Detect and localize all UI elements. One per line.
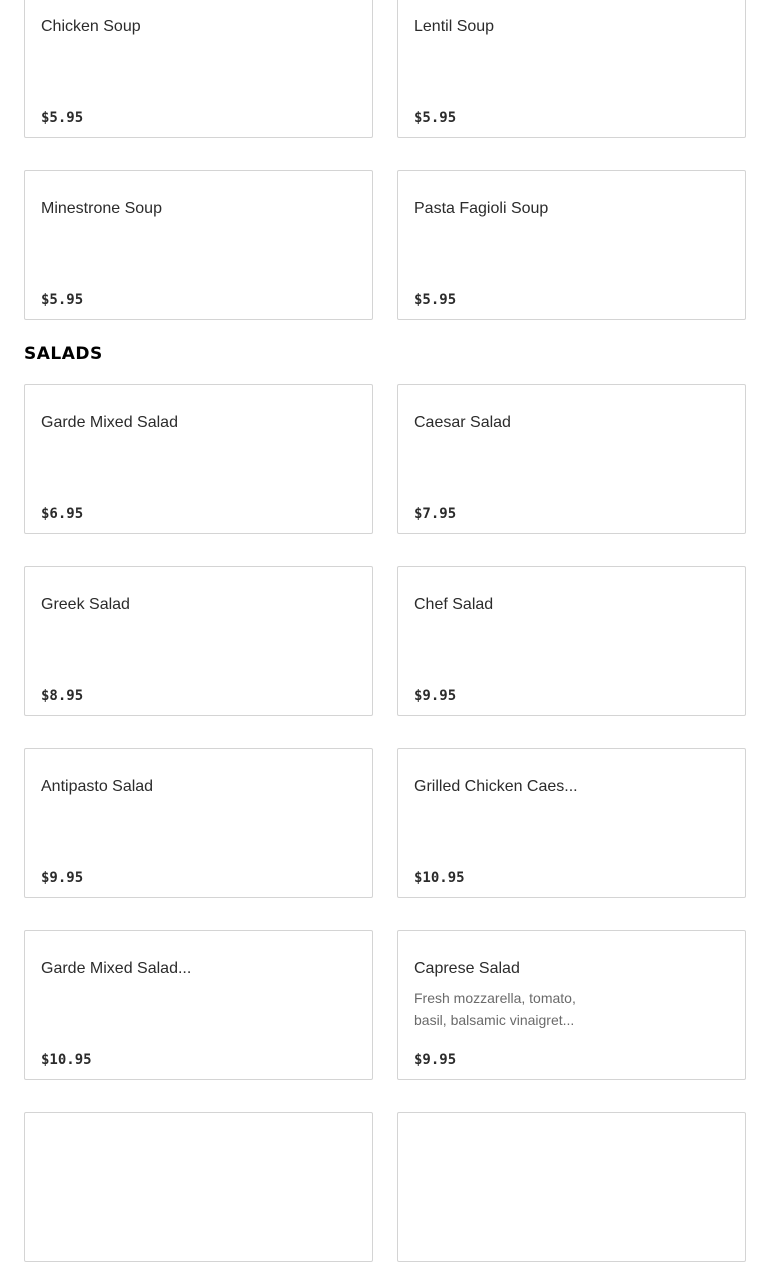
menu-item-card[interactable] xyxy=(397,0,746,138)
menu-item-card[interactable] xyxy=(397,1112,746,1262)
item-price: $9.95 xyxy=(414,1052,457,1068)
menu-item-card[interactable] xyxy=(397,384,746,534)
item-price: $10.95 xyxy=(414,870,465,886)
item-name: Antipasto Salad xyxy=(41,778,154,795)
menu-item-card[interactable] xyxy=(397,170,746,320)
menu-item-card[interactable] xyxy=(397,566,746,716)
item-price: $7.95 xyxy=(414,506,457,522)
item-price: $9.95 xyxy=(414,688,457,704)
item-description: Fresh mozzarella, tomato, basil, balsamic vinaigret... xyxy=(414,990,576,1028)
menu-item-card[interactable] xyxy=(397,748,746,898)
item-price: $6.95 xyxy=(41,506,84,522)
item-price: $5.95 xyxy=(414,110,457,126)
menu-item-card[interactable] xyxy=(24,930,373,1080)
item-name: Garde Mixed Salad... xyxy=(41,960,192,977)
menu-item-card[interactable] xyxy=(397,930,746,1080)
menu-item-card[interactable] xyxy=(24,1112,373,1262)
item-price: $5.95 xyxy=(41,110,84,126)
menu-item-card[interactable] xyxy=(24,384,373,534)
menu-item-card[interactable] xyxy=(24,170,373,320)
item-name: Pasta Fagioli Soup xyxy=(414,200,549,217)
item-price: $10.95 xyxy=(41,1052,92,1068)
item-name: Lentil Soup xyxy=(414,18,495,35)
menu-item-card[interactable] xyxy=(24,0,373,138)
item-name: Greek Salad xyxy=(41,596,130,613)
item-name: Chicken Soup xyxy=(41,18,141,35)
item-name: Garde Mixed Salad xyxy=(41,414,178,431)
item-name: Chef Salad xyxy=(414,596,494,613)
item-price: $9.95 xyxy=(41,870,84,886)
item-price: $5.95 xyxy=(41,292,84,308)
item-price: $5.95 xyxy=(414,292,457,308)
section-heading-salads: SALADS xyxy=(24,344,103,364)
item-price: $8.95 xyxy=(41,688,84,704)
item-name: Minestrone Soup xyxy=(41,200,162,217)
item-name: Caprese Salad xyxy=(414,960,520,977)
item-name: Caesar Salad xyxy=(414,414,511,431)
menu-item-card[interactable] xyxy=(24,748,373,898)
menu-item-card[interactable] xyxy=(24,566,373,716)
item-name: Grilled Chicken Caes... xyxy=(414,778,578,795)
